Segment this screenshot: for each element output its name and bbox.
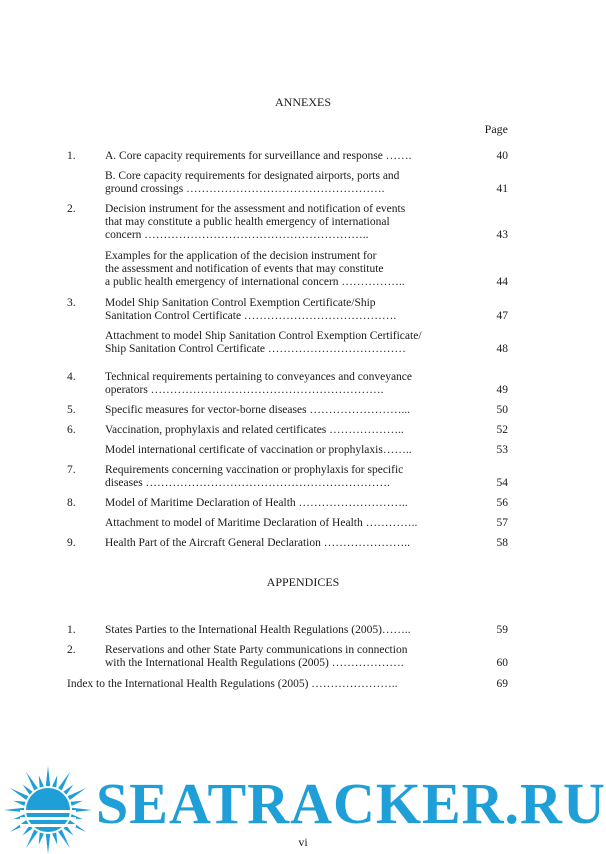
entry-title (105, 444, 435, 457)
entry-title-line: Vaccination, prophylaxis and related certificates ……………….. (105, 424, 404, 436)
sun-ray (71, 801, 83, 806)
entry-title-line: ground crossings ……………………………………………. (105, 183, 385, 195)
entry-title (105, 250, 435, 289)
annexes-heading: ANNEXES (275, 95, 331, 109)
entry-page-number: 48 (496, 343, 508, 355)
entry-page-number: 50 (496, 404, 508, 416)
entry-title (105, 517, 435, 530)
watermark-text: SEATRACKER.RU (96, 771, 606, 836)
entry-title-line: Model of Maritime Declaration of Health ……………………….. (105, 497, 408, 509)
entry-title-line: Decision instrument for the assessment and notification of events (105, 203, 406, 215)
entry-number: 2. (67, 644, 76, 656)
entry-title (105, 537, 435, 550)
entry-title-line: Sanitation Control Certificate …………………………………. (105, 310, 397, 322)
entry-title-line: Ship Sanitation Control Certificate ……………………………… (105, 343, 406, 355)
sun-ray (10, 788, 29, 800)
entry-number: 1. (67, 150, 76, 162)
entry-page-number: 44 (496, 276, 508, 288)
entry-number: 6. (67, 424, 76, 436)
sun-ray (58, 772, 70, 791)
entry-title (105, 330, 435, 356)
entry-title (105, 150, 435, 163)
entry-title (105, 464, 435, 490)
entry-page-number: 52 (496, 424, 508, 436)
entry-page-number: 49 (496, 384, 508, 396)
entry-number: 2. (67, 203, 76, 215)
entry-title-line: Technical requirements pertaining to conveyances and conveyance (105, 371, 413, 383)
entry-page-number: 43 (496, 229, 508, 241)
entry-title-line: the assessment and notification of events that may constitute (105, 263, 384, 275)
entry-title-line: Attachment to model Ship Sanitation Control Exemption Certificate/ (105, 330, 422, 342)
entry-title (105, 424, 435, 437)
entry-title-line: Specific measures for vector-borne diseases ……………………... (105, 404, 411, 416)
entry-title-line: operators ……………………………………………………. (105, 384, 384, 396)
entry-title (105, 203, 435, 242)
entry-page-number: 57 (496, 517, 508, 529)
entry-title (105, 371, 435, 397)
entry-title-line: Reservations and other State Party communications in connection (105, 644, 408, 656)
page-column-label: Page (484, 122, 508, 136)
sun-ray (26, 772, 38, 791)
entry-title-line: Model Ship Sanitation Control Exemption Certificate/Ship (105, 297, 376, 309)
entry-title (105, 170, 435, 196)
entry-title-line: States Parties to the International Health Regulations (2005)…….. (105, 624, 411, 636)
entry-title-line: Model international certificate of vaccination or prophylaxis…….. (105, 444, 412, 456)
sun-ray (39, 775, 44, 787)
entry-number: 8. (67, 497, 76, 509)
entry-number: 1. (67, 624, 76, 636)
index-entry-text: Index to the International Health Regulations (2005) ………………….. (67, 678, 398, 690)
entry-title-line: concern ………………………………………………….. (105, 229, 369, 241)
entry-title-line: Requirements concerning vaccination or prophylaxis for specific (105, 464, 404, 476)
entry-page-number: 60 (496, 657, 508, 669)
entry-title-line: with the International Health Regulations (2005) ………………. (105, 657, 404, 669)
entry-page-number: 58 (496, 537, 508, 549)
entry-title (105, 624, 435, 637)
index-entry-page: 69 (496, 678, 508, 690)
entry-title-line: Examples for the application of the decision instrument for (105, 250, 377, 262)
entry-page-number: 40 (496, 150, 508, 162)
entry-title-line: B. Core capacity requirements for designated airports, ports and (105, 170, 400, 182)
sun-ray (68, 788, 87, 800)
page-folio: vi (298, 835, 308, 849)
entry-title-line: a public health emergency of international concern …………….. (105, 276, 405, 288)
entry-number: 7. (67, 464, 76, 476)
entry-title-line: A. Core capacity requirements for surveillance and response ……. (105, 150, 412, 162)
entry-title (105, 404, 435, 417)
entry-title (105, 497, 435, 510)
sun-ray (23, 785, 33, 795)
entry-page-number: 56 (496, 497, 508, 509)
entry-title-line: diseases ………………………………………………………. (105, 477, 390, 489)
entry-number: 9. (67, 537, 76, 549)
entry-page-number: 59 (496, 624, 508, 636)
entry-title (105, 644, 435, 670)
sun-ray (52, 775, 57, 787)
sun-ray (13, 801, 25, 806)
entry-number: 3. (67, 297, 76, 309)
entry-page-number: 41 (496, 183, 508, 195)
entry-page-number: 54 (496, 477, 508, 489)
appendices-heading: APPENDICES (266, 575, 340, 589)
entry-title-line: Health Part of the Aircraft General Declaration ………………….. (105, 537, 410, 549)
sun-ray (46, 766, 50, 786)
entry-title (105, 297, 435, 323)
entry-number: 4. (67, 371, 76, 383)
entry-page-number: 53 (496, 444, 508, 456)
entry-page-number: 47 (496, 310, 508, 322)
entry-title-line: Attachment to model of Maritime Declaration of Health ………….. (105, 517, 418, 529)
entry-title-line: that may constitute a public health emergency of international (105, 216, 390, 228)
entry-number: 5. (67, 404, 76, 416)
sun-ray (63, 785, 73, 795)
